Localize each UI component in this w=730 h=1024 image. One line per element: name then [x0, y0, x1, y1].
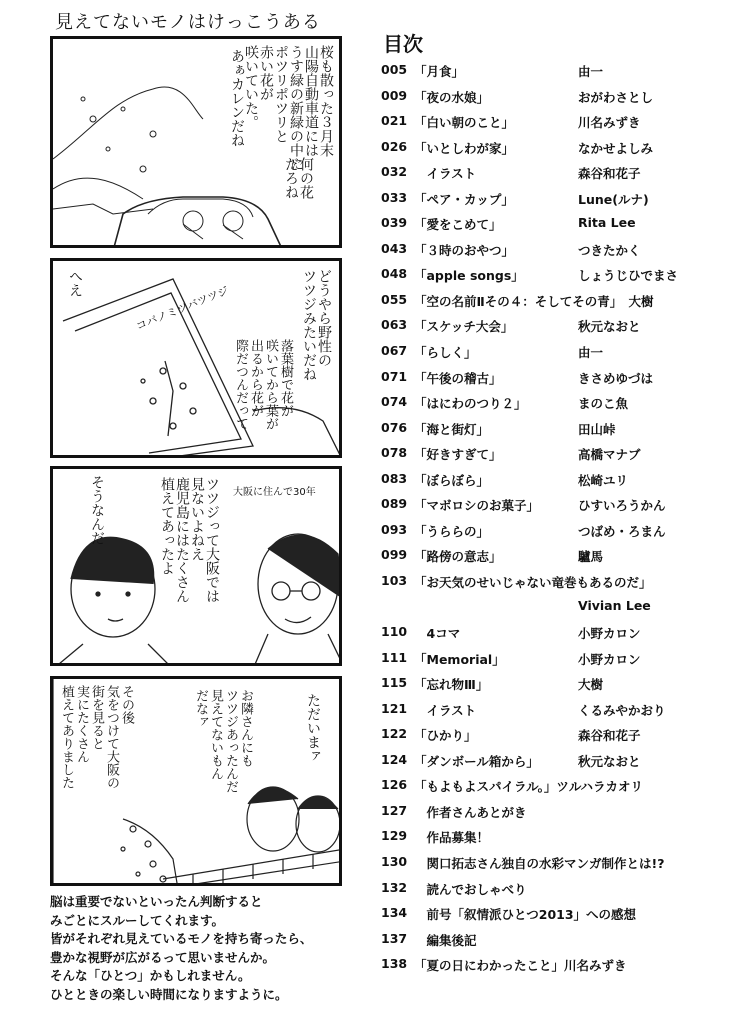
toc-page-number: 039: [381, 215, 408, 231]
toc-entry-title: 読んでおしゃべり: [414, 881, 527, 897]
toc-entry-author: 高橋マナブ: [578, 447, 641, 463]
toc-entry-author: なかせよしみ: [578, 140, 654, 156]
closing-caption: [50, 893, 350, 1004]
panel-2-phone-label: コバノミツバツツジ: [134, 283, 231, 334]
toc-entry-author: 田山峠: [578, 421, 616, 437]
toc-entry-title: 作品募集！: [414, 830, 490, 846]
panel-4-speech-b: ただいまァ: [305, 693, 321, 763]
toc-entry: [381, 416, 726, 442]
table-of-contents: [381, 58, 726, 978]
comic-panel-3: [50, 466, 342, 666]
caption-line: 脳は重要でないといったん判断すると: [50, 894, 263, 909]
toc-entry-author: 由一: [578, 64, 604, 79]
toc-entry: [381, 160, 726, 186]
toc-entry: [381, 237, 726, 263]
toc-page-number: 122: [381, 726, 408, 742]
toc-entry: [381, 569, 726, 595]
toc-page-number: 138: [381, 956, 408, 972]
toc-page-number: 127: [381, 802, 408, 818]
toc-entry-author: くるみやかおり: [578, 702, 666, 718]
toc-page-number: 067: [381, 343, 408, 359]
toc-page-number: 009: [381, 87, 408, 103]
toc-entry: [381, 109, 726, 135]
toc-entry: [381, 135, 726, 161]
toc-entry-author: ひすいろうかん: [578, 498, 666, 514]
toc-page-number: 063: [381, 317, 408, 333]
toc-page-number: 026: [381, 138, 408, 154]
comic-title: 見えてないモノはけっこうある: [55, 12, 321, 33]
toc-page-number: 055: [381, 291, 408, 307]
toc-entry: [381, 620, 726, 646]
toc-entry-title: 「白い朝のこと」: [414, 115, 515, 131]
toc-entry: [381, 876, 726, 902]
caption-line: みごとにスルーしてくれます。: [50, 912, 225, 928]
panel-1-narration: 桜も散った３月末 山陽自動車道には うす緑の新緑の中に ポツリポツリと 赤い花が 咲いていた。: [243, 45, 334, 171]
toc-entry-title: 「海と街灯」: [414, 421, 490, 437]
toc-page-number: 103: [381, 572, 408, 588]
toc-heading: 目次: [383, 32, 423, 56]
toc-entry-title: 4コマ: [414, 626, 461, 642]
toc-page-number: 005: [381, 62, 408, 77]
toc-entry: [381, 927, 726, 953]
toc-entry-title: 「ひかり」: [414, 728, 477, 744]
toc-page-number: 130: [381, 853, 408, 869]
toc-entry-author: きさめゆづは: [578, 370, 654, 386]
toc-page-number: 071: [381, 368, 408, 384]
toc-entry: [381, 262, 726, 288]
toc-entry: [381, 722, 726, 748]
panel-3-speech-a: そうなんだ: [89, 475, 105, 545]
panel-3-note: 大阪に住んで30年: [233, 487, 316, 498]
comic-panel-4: [50, 676, 342, 886]
toc-entry-title: 作者さんあとがき: [414, 804, 527, 820]
toc-entry-title: 「もよもよスパイラル。」ツルハラカオリ: [414, 779, 644, 795]
toc-entry-title: 「マボロシのお菓子」: [414, 498, 540, 514]
toc-page-number: 089: [381, 496, 408, 512]
toc-page-number: 099: [381, 547, 408, 563]
caption-line: 皆がそれぞれ見えているモノを持ち寄ったら、: [50, 931, 313, 946]
toc-entry: [381, 313, 726, 339]
toc-page-number: 048: [381, 266, 408, 282]
toc-entry-title: 「夜の水娘」: [414, 89, 490, 105]
toc-entry-title: イラスト: [414, 702, 477, 718]
toc-entry-title: イラスト: [414, 166, 477, 182]
toc-page-number: 110: [381, 624, 408, 640]
toc-page-number: 137: [381, 930, 408, 946]
toc-page-number: 115: [381, 675, 408, 691]
toc-entry: [381, 594, 726, 620]
caption-line: そんな「ひとつ」かもしれません。: [50, 968, 251, 983]
toc-entry-title: 「Memorial」: [414, 651, 505, 667]
toc-entry-author: Rita Lee: [578, 215, 636, 231]
toc-entry-author: 大樹: [578, 677, 604, 693]
toc-entry-author: Vivian Lee: [578, 598, 651, 614]
toc-entry-title: 関口拓志さん独自の水彩マンガ制作とは!?: [414, 855, 665, 871]
toc-page-number: 032: [381, 164, 408, 180]
toc-entry: [381, 58, 726, 84]
toc-entry-author: しょうじひでまさ: [578, 268, 679, 284]
toc-entry: [381, 824, 726, 850]
toc-entry: [381, 697, 726, 723]
toc-page-number: 021: [381, 113, 408, 129]
toc-entry: [381, 671, 726, 697]
toc-entry-author: 小野カロン: [578, 651, 641, 667]
panel-2-speech-b: へえ: [67, 269, 83, 297]
toc-entry-title: 「愛をこめて」: [414, 217, 502, 233]
toc-page-number: 043: [381, 240, 408, 256]
toc-entry-author: 小野カロン: [578, 626, 641, 642]
toc-entry-author: つきたかく: [578, 242, 641, 258]
toc-entry-title: 編集後記: [414, 932, 477, 948]
panel-2-speech-c: 落葉樹で花が 咲いてから葉が 出るから花が 際だつんだって: [233, 339, 293, 430]
toc-entry: [381, 365, 726, 391]
toc-page-number: 132: [381, 879, 408, 895]
toc-entry-author: 森谷和花子: [578, 728, 641, 744]
toc-entry-title: 「月食」: [414, 64, 465, 79]
toc-entry-title: 「らしく」: [414, 345, 477, 361]
toc-entry-title: 「ペア・カップ」: [414, 191, 514, 207]
toc-page-number: 124: [381, 751, 408, 767]
toc-entry: [381, 339, 726, 365]
caption-line: 豊かな視野が広がるって思いませんか。: [50, 949, 276, 965]
toc-entry-title: 「はにわのつり２」: [414, 396, 527, 412]
toc-entry-title: 「ダンボール箱から」: [414, 753, 539, 769]
toc-entry-title: 前号「叙情派ひとつ2013」への感想: [414, 907, 637, 923]
toc-entry-title: 「３時のおやつ」: [414, 242, 515, 258]
toc-entry: [381, 748, 726, 774]
toc-entry-title: 「ぼらぼら」: [414, 472, 490, 488]
toc-page-number: 134: [381, 905, 408, 921]
toc-entry-title: 「好きすぎて」: [414, 447, 502, 463]
toc-entry: [381, 952, 726, 978]
toc-entry: [381, 646, 726, 672]
panel-1-speech-b: 何の花 だろね: [283, 157, 314, 199]
toc-entry: [381, 799, 726, 825]
toc-entry-title: 「夏の日にわかったこと」川名みずき: [414, 958, 627, 974]
toc-entry-author: 川名みずき: [578, 115, 641, 131]
toc-page-number: 076: [381, 419, 408, 435]
toc-page-number: 083: [381, 470, 408, 486]
toc-entry-author: 松崎ユリ: [578, 472, 629, 488]
toc-entry-author: つばめ・ろまん: [578, 523, 666, 539]
toc-entry: [381, 84, 726, 110]
toc-entry: [381, 492, 726, 518]
toc-entry: [381, 518, 726, 544]
toc-entry: [381, 186, 726, 212]
panel-4-speech-a: お隣さんにも ツツジあったんだ 見えてないもん だなァ: [193, 689, 253, 793]
toc-page-number: 074: [381, 394, 408, 410]
toc-entry-author: 森谷和花子: [578, 166, 641, 182]
toc-page-number: 126: [381, 777, 408, 793]
toc-page-number: 093: [381, 521, 408, 537]
toc-entry: [381, 773, 726, 799]
toc-entry: [381, 441, 726, 467]
toc-entry-author: 由一: [578, 345, 604, 361]
toc-entry-title: 「空の名前Ⅱその４：そしてその青」 大樹: [414, 293, 654, 309]
panel-2-drawing: [53, 261, 342, 458]
toc-entry-author: Lune(ルナ): [578, 191, 649, 207]
toc-entry: [381, 288, 726, 314]
toc-entry: [381, 850, 726, 876]
toc-entry-author: 秋元なおと: [578, 319, 641, 335]
toc-page-number: 129: [381, 828, 408, 844]
toc-entry-author: 驢馬: [578, 549, 604, 565]
toc-page-number: 121: [381, 700, 408, 716]
toc-entry-title: 「うららの」: [414, 523, 490, 539]
comic-panel-1: [50, 36, 342, 248]
toc-entry: [381, 390, 726, 416]
toc-entry-author: おがわさとし: [578, 89, 654, 105]
panel-2-speech-a: どうやら野性の ツツジみたいだね: [301, 269, 332, 381]
comic-panel-2: [50, 258, 342, 458]
panel-3-speech-b: ツツジって大阪では 見ないよねえ 鹿児島にはたくさん 植えてあったよ: [159, 477, 220, 603]
toc-page-number: 078: [381, 445, 408, 461]
panel-1-speech-a: あぁカレンだね: [229, 49, 245, 147]
toc-entry-title: 「忘れ物Ⅲ」: [414, 677, 489, 693]
toc-entry: [381, 901, 726, 927]
caption-line: ひとときの楽しい時間になりますように。: [50, 986, 288, 1002]
toc-page-number: 033: [381, 189, 408, 205]
toc-entry-title: 「いとしわが家」: [414, 140, 515, 156]
toc-entry: [381, 467, 726, 493]
panel-4-narration: その後 気をつけて大阪の 街を見ると 実にたくさん 植えてありました: [59, 685, 134, 789]
toc-entry-title: 「お天気のせいじゃない竜巻もあるのだ」: [414, 574, 652, 590]
toc-entry-title: 「午後の稽古」: [414, 370, 502, 386]
toc-entry-author: まのこ魚: [578, 396, 629, 412]
toc-page-number: 111: [381, 649, 408, 665]
toc-entry: [381, 543, 726, 569]
toc-entry-author: 秋元なおと: [578, 753, 641, 769]
toc-entry: [381, 211, 726, 237]
toc-entry-title: 「路傍の意志」: [414, 549, 502, 565]
toc-entry-title: 「スケッチ大会」: [414, 319, 514, 335]
toc-entry-title: 「apple songs」: [414, 268, 524, 284]
